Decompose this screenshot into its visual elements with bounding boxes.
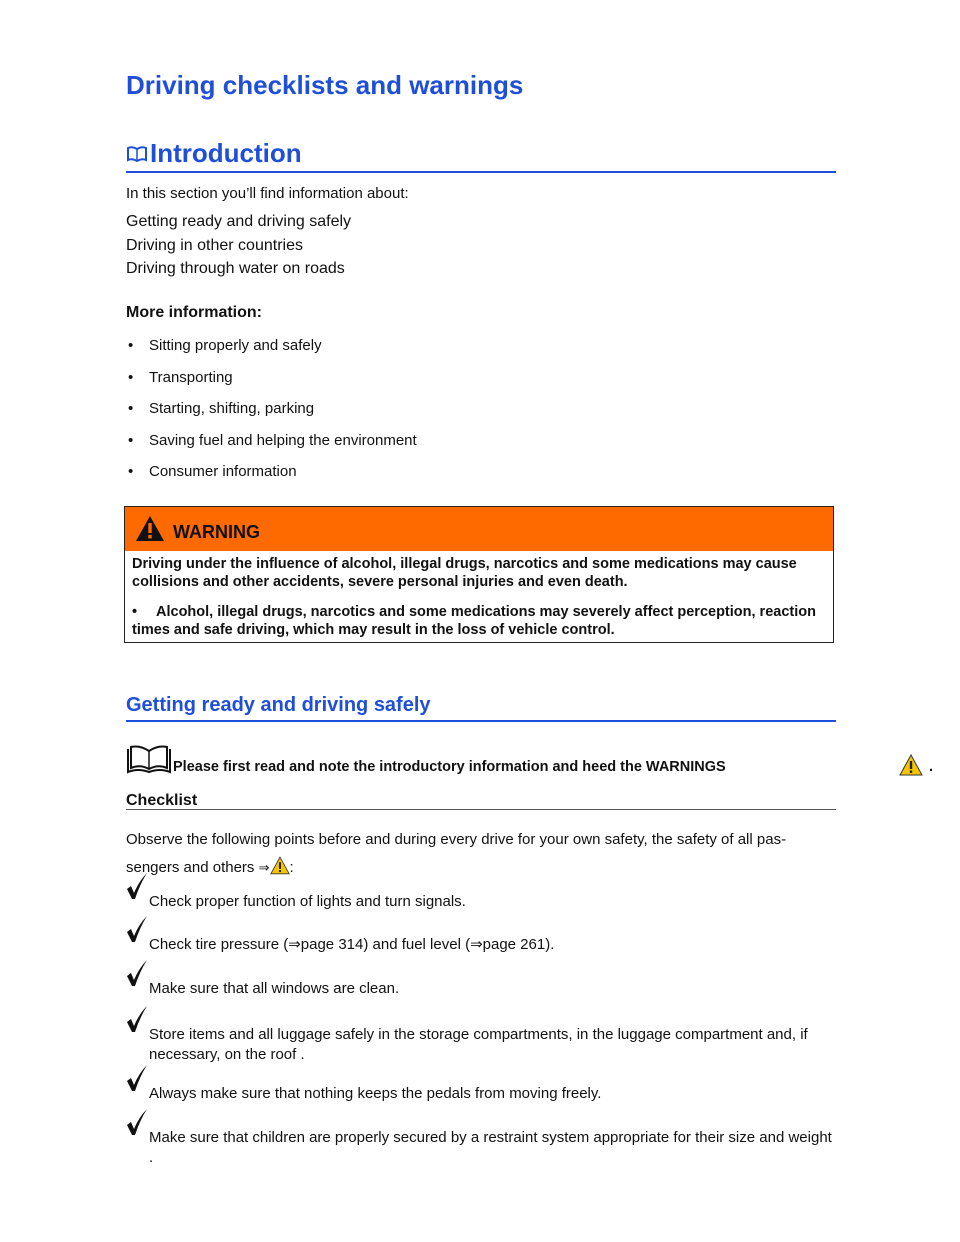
checkmark-icon [126, 1064, 148, 1092]
list-item[interactable]: • Transporting [128, 368, 233, 386]
arrow-icon[interactable]: ⇒ [258, 860, 270, 875]
checkmark-icon [126, 1005, 148, 1033]
warning-text: Driving under the influence of alcohol, illegal drugs, narcotics and some medications may cause collisions and other accidents, severe personal injuries and even death. [132, 556, 797, 590]
warning-triangle-icon[interactable] [270, 856, 290, 885]
note-end: . [929, 759, 934, 775]
checklist-heading: Checklist [126, 793, 836, 810]
section-heading: Getting ready and driving safely [126, 694, 836, 722]
note-text: Please first read and note the introductory information and heed the WARNINGS [173, 759, 726, 775]
list-item[interactable]: • Starting, shifting, parking [128, 400, 315, 418]
warning-box [124, 506, 834, 643]
warning-bullet: • Alcohol, illegal drugs, narcotics and some medications may severely affect perception, reaction times and safe driving, which may result in the loss of vehicle control. [132, 604, 816, 638]
open-book-icon [126, 745, 172, 775]
manual-page: Driving checklists and warnings Introduction In this section you’ll find information about: Getting ready and driving safely Driving in other countries Driving through water on roads More information: • Sitting properly and safely • Transporting • Starting, shifting, parking • Saving fuel and helping the environment • Consumer information WARNING Driving under the influence of alcohol, illegal drugs, narcotics and some medications may cause collisions and other accidents, severe personal injuries and even death. • Alcohol, illegal drugs, narcotics and some medications may severely affect perception, reaction times and safe driving, which may result in the loss of vehicle control. Getting ready and driving safely Please first read and note the introductory information and heed the WARNINGS . Checklist Observe the following points before and during every drive for your own safety, the safety of all pas- sengers and others ⇒ : Check proper function of lights and turn signals. Check tire pressure (⇒page 314) and fuel level (⇒page 261). Make sure that all windows are clean. Store items and all luggage safely in the storage compartments, in the luggage compartment and, if necessary, on the roof . Always make sure that nothing keeps the pedals from moving freely. Make sure that children are properly secured by a restraint system appropriate for their size and weight . [126, 70, 934, 1166]
warning-body [125, 551, 833, 639]
book-icon [126, 140, 148, 171]
bullet-icon: • [128, 463, 134, 481]
introduction-heading-text: Introduction [150, 138, 302, 168]
intro-text: In this section you’ll find information about: [126, 185, 409, 202]
checkmark-icon [126, 959, 148, 987]
topic-item[interactable]: Getting ready and driving safely [126, 213, 352, 230]
topic-list [126, 210, 351, 281]
warning-title: WARNING [173, 522, 260, 542]
bullet-icon: • [128, 368, 134, 386]
checkmark-icon [126, 915, 148, 943]
topic-item[interactable]: Driving in other countries [126, 236, 303, 254]
introduction-heading [126, 138, 836, 173]
warning-header [125, 507, 833, 551]
list-item[interactable]: • Saving fuel and helping the environment [128, 431, 417, 449]
checkmark-icon [126, 872, 148, 900]
observe-text: Observe the following points before and during every drive for your own safety, the safety of all pas- sengers and others ⇒ : [126, 826, 831, 885]
warning-triangle-icon[interactable] [899, 754, 923, 780]
more-info-label: More information: [126, 304, 262, 321]
bullet-icon: • [128, 337, 134, 354]
warning-triangle-icon [135, 515, 165, 542]
list-item[interactable]: • Sitting properly and safely [128, 337, 322, 354]
topic-item[interactable]: Driving through water on roads [126, 260, 345, 277]
more-info-list [126, 336, 417, 494]
bullet-icon: • [128, 431, 134, 449]
bullet-icon: • [128, 400, 134, 418]
page-title: Driving checklists and warnings [126, 70, 524, 100]
list-item[interactable]: • Consumer information [128, 463, 297, 481]
checkmark-icon [126, 1108, 148, 1136]
bullet-icon: • [132, 604, 138, 620]
